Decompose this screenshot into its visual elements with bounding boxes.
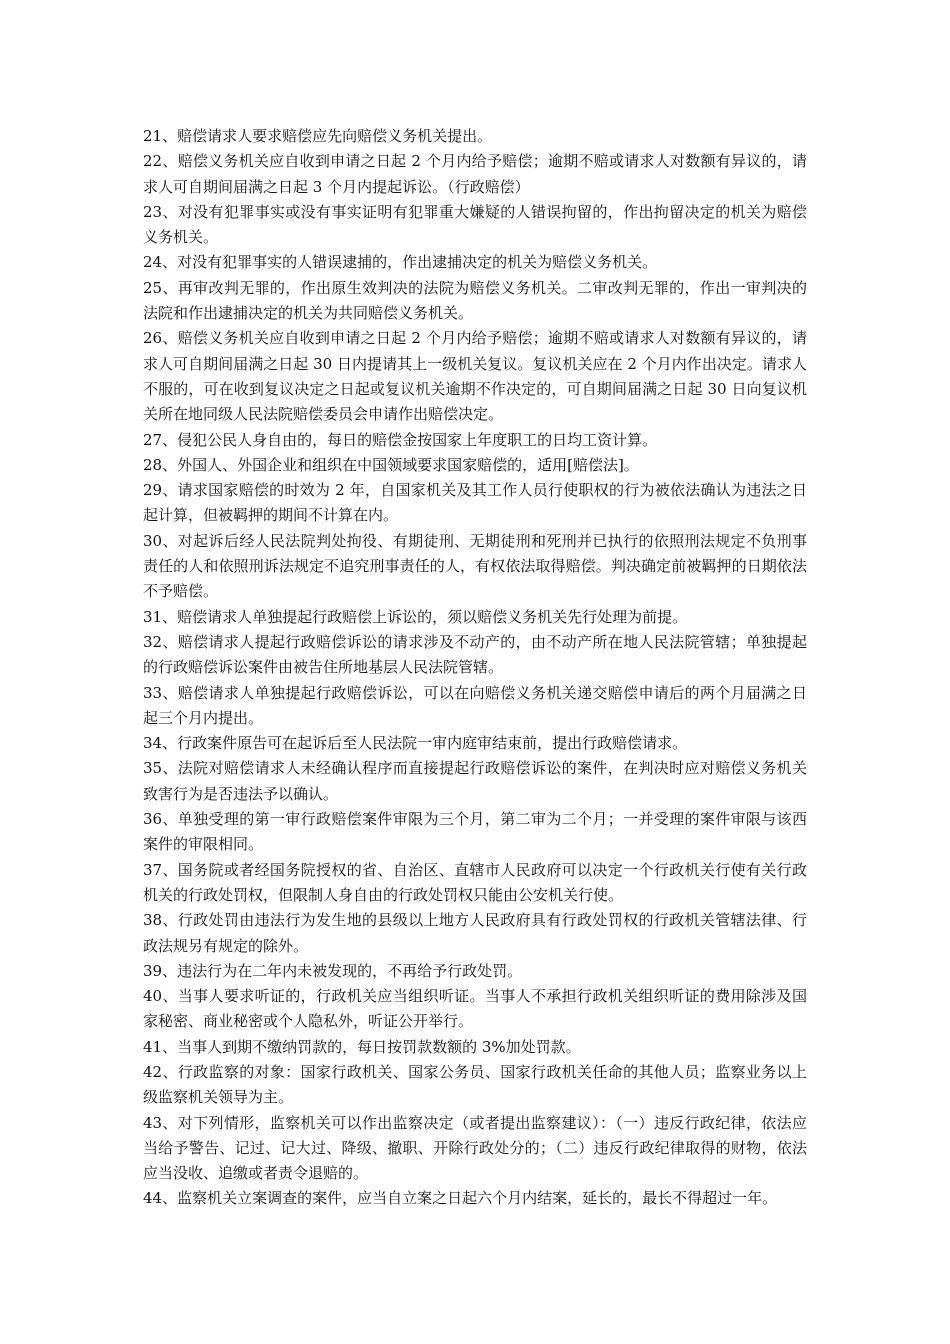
paragraph-26: 26、赔偿义务机关应自收到申请之日起 2 个月内给予赔偿；逾期不赔或请求人对数额有异议的，请求人可自期间届满之日起 30 日内提请其上一级机关复议。复议机关应在 2 个月内作出决定。请求人不服的，可在收到复议决定之日起或复议机关逾期不作决定的，可自期间届满之日起 30 日向复议机关所在地同级人民法院赔偿委员会申请作出赔偿决定。 (143, 329, 807, 424)
paragraph-23: 23、对没有犯罪事实或没有事实证明有犯罪重大嫌疑的人错误拘留的，作出拘留决定的机关为赔偿义务机关。 (143, 202, 807, 247)
document-body (143, 124, 807, 1212)
paragraph-29: 29、请求国家赔偿的时效为 2 年，自国家机关及其工作人员行使职权的行为被依法确认为违法之日起计算，但被羁押的期间不计算在内。 (143, 481, 807, 525)
paragraph-31: 31、赔偿请求人单独提起行政赔偿上诉讼的，须以赔偿义务机关先行处理为前提。 (143, 607, 688, 626)
paragraph-40: 40、当事人要求听证的，行政机关应当组织听证。当事人不承担行政机关组织听证的费用除涉及国家秘密、商业秘密或个人隐私外，听证公开举行。 (143, 987, 807, 1031)
paragraph-33: 33、赔偿请求人单独提起行政赔偿诉讼，可以在向赔偿义务机关递交赔偿申请后的两个月届满之日起三个月内提出。 (143, 683, 807, 727)
paragraph-28: 28、外国人、外国企业和组织在中国领域要求国家赔偿的，适用[赔偿法]。 (143, 455, 639, 474)
paragraph-24: 24、对没有犯罪事实的人错误逮捕的，作出逮捕决定的机关为赔偿义务机关。 (143, 253, 658, 272)
paragraph-41: 41、当事人到期不缴纳罚款的，每日按罚款数额的 3%加处罚款。 (143, 1037, 581, 1056)
paragraph-42: 42、行政监察的对象：国家行政机关、国家公务员、国家行政机关任命的其他人员；监察业务以上级监察机关领导为主。 (143, 1062, 807, 1107)
paragraph-35: 35、法院对赔偿请求人未经确认程序而直接提起行政赔偿诉讼的案件，在判决时应对赔偿义务机关致害行为是否违法予以确认。 (143, 759, 807, 803)
paragraph-30: 30、对起诉后经人民法院判处拘役、有期徒刑、无期徒刑和死刑并已执行的依照刑法规定不负刑事责任的人和依照刑诉法规定不追究刑事责任的人，有权依法取得赔偿。判决确定前被羁押的日期依法不予赔偿。 (143, 531, 807, 601)
paragraph-36: 36、单独受理的第一审行政赔偿案件审限为三个月，第二审为二个月；一并受理的案件审限与该西案件的审限相同。 (143, 810, 807, 854)
paragraph-43: 43、对下列情形，监察机关可以作出监察决定（或者提出监察建议）：（一）违反行政纪律，依法应当给予警告、记过、记大过、降级、撤职、开除行政处分的；（二）违反行政纪律取得的财物，依法应当没收、追缴或者责令退赔的。 (143, 1113, 807, 1183)
paragraph-38: 38、行政处罚由违法行为发生地的县级以上地方人民政府具有行政处罚权的行政机关管辖法律、行政法规另有规定的除外。 (143, 911, 807, 955)
paragraph-25: 25、再审改判无罪的，作出原生效判决的法院为赔偿义务机关。二审改判无罪的，作出一审判决的法院和作出逮捕决定的机关为共同赔偿义务机关。 (143, 278, 807, 323)
paragraph-34: 34、行政案件原告可在起诉后至人民法院一审内庭审结束前，提出行政赔偿请求。 (143, 734, 688, 753)
paragraph-21: 21、赔偿请求人要求赔偿应先向赔偿义务机关提出。 (143, 127, 493, 145)
paragraph-22: 22、赔偿义务机关应自收到申请之日起 2 个月内给予赔偿；逾期不赔或请求人对数额有异议的，请求人可自期间届满之日起 3 个月内提起诉讼。（行政赔偿） (143, 152, 807, 196)
paragraph-37: 37、国务院或者经国务院授权的省、自治区、直辖市人民政府可以决定一个行政机关行使有关行政机关的行政处罚权，但限制人身自由的行政处罚权只能由公安机关行使。 (143, 860, 807, 904)
paragraph-39: 39、违法行为在二年内未被发现的，不再给予行政处罚。 (143, 961, 523, 980)
paragraph-27: 27、侵犯公民人身自由的，每日的赔偿金按国家上年度职工的日均工资计算。 (143, 430, 658, 449)
paragraph-32: 32、赔偿请求人提起行政赔偿诉讼的请求涉及不动产的，由不动产所在地人民法院管辖；单独提起的行政赔偿诉讼案件由被告住所地基层人民法院管辖。 (143, 632, 807, 677)
paragraph-44: 44、监察机关立案调查的案件，应当自立案之日起六个月内结案，延长的，最长不得超过一年。 (143, 1189, 778, 1208)
